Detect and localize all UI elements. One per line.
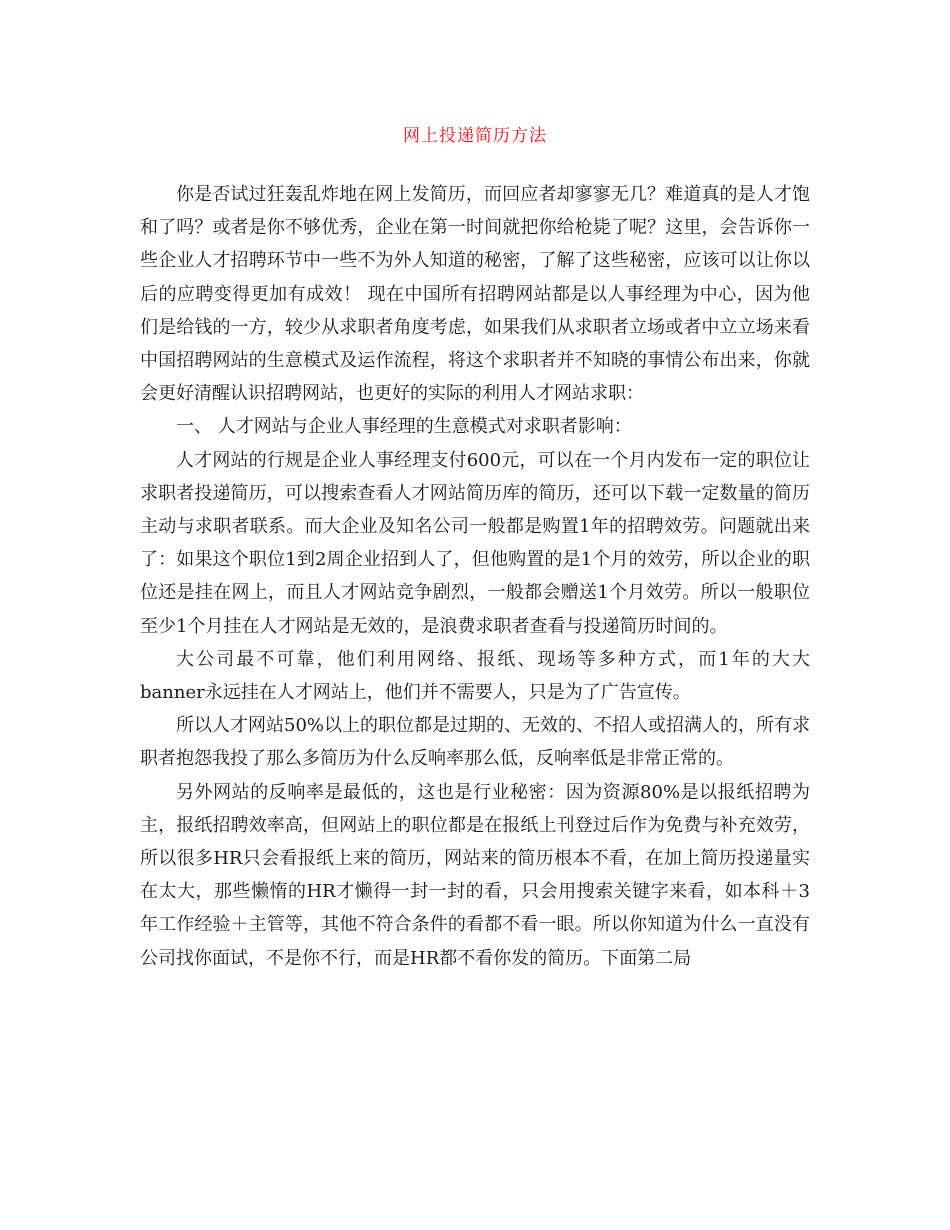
paragraph-section-heading: 一、 人才网站与企业人事经理的生意模式对求职者影响： bbox=[176, 416, 632, 438]
paragraph-big-companies: 大公司最不可靠，他们利用网络、报纸、现场等多种方式，而1年的大大banner永远挂在人才网站上，他们并不需要人，只是为了广告宣传。 bbox=[140, 648, 810, 704]
document-title: 网上投递简历方法 bbox=[403, 126, 547, 146]
paragraph-expired-jobs: 所以人才网站50%以上的职位都是过期的、无效的、不招人或招满人的，所有求职者抱怨我投了那么多简历为什么反响率那么低，反响率低是非常正常的。 bbox=[140, 715, 811, 770]
paragraph-intro: 你是否试过狂轰乱炸地在网上发简历，而回应者却寥寥无几？难道真的是人才饱和了吗？或者是你不够优秀，企业在第一时间就把你给枪毙了呢？这里，会告诉你一些企业人才招聘环节中一些不为外人知道的秘密，了解了这些秘密，应该可以让你以后的应聘变得更加有成效！ 现在中国所有招聘网站都是以人事经理为中心，因为他们是给钱的一方，较少从求职者角度考虑，如果我们从求职者立场或者中立立场来看中国招聘网站的生意模式及运作流程，将这个求职者并不知晓的事情公布出来，你就会更好清醒认识招聘网站，也更好的实际的利用人才网站求职： bbox=[140, 184, 810, 405]
document-body bbox=[140, 178, 810, 975]
paragraph-response-rate: 另外网站的反响率是最低的，这也是行业秘密：因为资源80%是以报纸招聘为主，报纸招聘效率高，但网站上的职位都是在报纸上刊登过后作为免费与补充效劳，所以很多HR只会看报纸上来的简历，网站来的简历根本不看，在加上简历投递量实在太大，那些懒惰的HR才懒得一封一封的看，只会用搜索关键字来看，如本科＋3年工作经验＋主管等，其他不符合条件的看都不看一眼。所以你知道为什么一直没有公司找你面试，不是你不行，而是HR都不看你发的简历。下面第二局 bbox=[140, 781, 810, 969]
paragraph-business-model: 人才网站的行规是企业人事经理支付600元，可以在一个月内发布一定的职位让求职者投递简历，可以搜索查看人才网站简历库的简历，还可以下载一定数量的简历主动与求职者联系。而大企业及知名公司一般都是购置1年的招聘效劳。问题就出来了：如果这个职位1到2周企业招到人了，但他购置的是1个月的效劳，所以企业的职位还是挂在网上，而且人才网站竞争剧烈，一般都会赠送1个月效劳。所以一般职位至少1个月挂在人才网站是无效的，是浪费求职者查看与投递简历时间的。 bbox=[140, 449, 810, 637]
